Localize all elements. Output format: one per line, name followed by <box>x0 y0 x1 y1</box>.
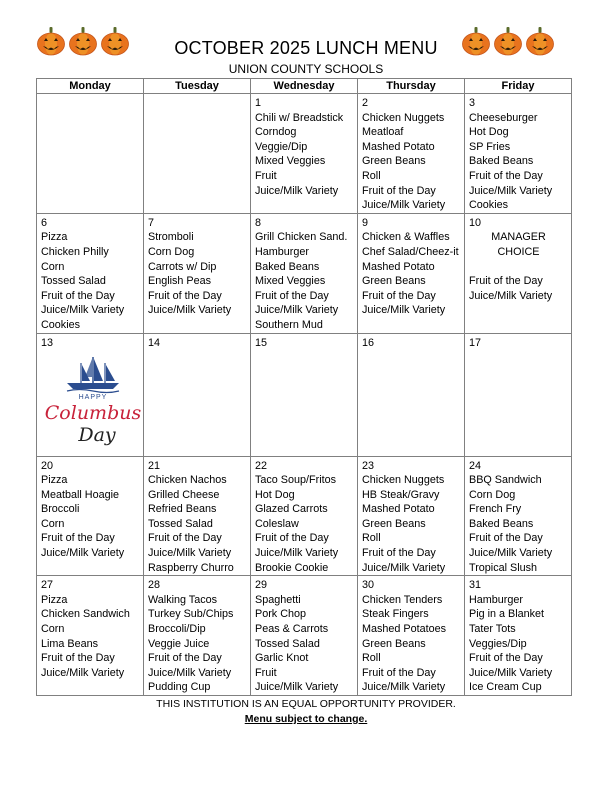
menu-item: Pizza <box>41 474 68 487</box>
menu-item: Chicken Nuggets <box>362 474 445 487</box>
menu-item: Tossed Salad <box>148 517 213 530</box>
menu-item: Chicken Philly <box>41 245 109 258</box>
menu-item: Hamburger <box>469 593 524 606</box>
menu-item: SP Fries <box>469 140 511 153</box>
menu-item: Grill Chicken Sand. <box>255 231 348 244</box>
menu-item: Refried Beans <box>148 503 217 516</box>
menu-item: Hot Dog <box>255 488 295 501</box>
menu-item: Turkey Sub/Chips <box>148 608 234 621</box>
menu-item: Fruit <box>255 169 277 182</box>
day-cell-friday <box>465 456 572 576</box>
day-number: 8 <box>255 216 262 229</box>
week-row <box>37 94 572 214</box>
menu-item: Fruit of the Day <box>148 532 222 545</box>
day-cell-friday <box>465 213 572 333</box>
menu-item: Juice/Milk Variety <box>41 304 125 317</box>
menu-item: Mashed Potato <box>362 260 435 273</box>
menu-item: Raspberry Churro <box>148 561 234 574</box>
day-number: 27 <box>41 579 54 592</box>
menu-item: Fruit of the Day <box>41 532 115 545</box>
menu-item: Steak Fingers <box>362 608 429 621</box>
menu-item: French Fry <box>469 503 522 516</box>
day-number: 14 <box>148 336 161 349</box>
menu-item: Mashed Potato <box>362 140 435 153</box>
day-cell-tuesday <box>144 576 251 696</box>
menu-item: Corn <box>41 623 65 636</box>
menu-item: Pizza <box>41 593 68 606</box>
menu-item: Juice/Milk Variety <box>469 547 553 560</box>
menu-item: Corn <box>41 260 65 273</box>
menu-item: Juice/Milk Variety <box>255 184 339 197</box>
menu-item: Baked Beans <box>469 517 534 530</box>
menu-item: Green Beans <box>362 637 426 650</box>
week-row <box>37 333 572 456</box>
menu-item: Baked Beans <box>469 155 534 168</box>
menu-item: Fruit of the Day <box>255 289 329 302</box>
menu-item: Veggies/Dip <box>469 637 527 650</box>
menu-item: Juice/Milk Variety <box>255 304 339 317</box>
day-cell-thursday <box>358 456 465 576</box>
day-cell-monday <box>37 456 144 576</box>
menu-item: Carrots w/ Dip <box>148 260 217 273</box>
day-cell-thursday <box>358 213 465 333</box>
day-cell-wednesday <box>251 576 358 696</box>
menu-item: Pudding Cup <box>148 681 211 694</box>
menu-item: Veggie Juice <box>148 637 210 650</box>
day-cell-tuesday <box>144 333 251 456</box>
menu-item: Chicken & Waffles <box>362 231 450 244</box>
menu-item: Tossed Salad <box>41 275 106 288</box>
day-cell-monday <box>37 333 144 456</box>
menu-item: Juice/Milk Variety <box>362 199 446 212</box>
menu-item: Grilled Cheese <box>148 488 220 501</box>
menu-item: Fruit of the Day <box>255 532 329 545</box>
day-number: 9 <box>362 216 369 229</box>
menu-item: Juice/Milk Variety <box>255 681 339 694</box>
menu-item: Lima Beans <box>41 637 99 650</box>
menu-item: HB Steak/Gravy <box>362 488 440 501</box>
columbus-text: Columbus <box>45 402 141 425</box>
menu-item: Tossed Salad <box>255 637 320 650</box>
day-number: 24 <box>469 459 482 472</box>
menu-item: Meatball Hoagie <box>41 488 120 501</box>
day-number: 2 <box>362 97 369 109</box>
day-number: 16 <box>362 336 375 349</box>
menu-item: Green Beans <box>362 517 426 530</box>
day-cell-friday <box>465 94 572 214</box>
day-number: 17 <box>469 336 482 349</box>
menu-item: Fruit of the Day <box>362 666 436 679</box>
menu-item: Green Beans <box>362 275 426 288</box>
day-number: 20 <box>41 459 54 472</box>
menu-item: Roll <box>362 169 381 182</box>
menu-item: Juice/Milk Variety <box>148 666 232 679</box>
day-number: 29 <box>255 579 268 592</box>
day-number: 1 <box>255 97 262 109</box>
menu-item: Fruit of the Day <box>469 532 543 545</box>
menu-item: Juice/Milk Variety <box>148 304 232 317</box>
menu-item: Fruit of the Day <box>41 652 115 665</box>
menu-item: Cheeseburger <box>469 111 538 124</box>
menu-item: Juice/Milk Variety <box>41 547 125 560</box>
menu-item: English Peas <box>148 275 212 288</box>
menu-item: Fruit of the Day <box>362 184 436 197</box>
menu-item: Tater Tots <box>469 623 516 636</box>
menu-item: Mixed Veggies <box>255 275 326 288</box>
menu-item: Mashed Potato <box>362 503 435 516</box>
menu-item: Mixed Veggies <box>255 155 326 168</box>
day-cell-tuesday <box>144 213 251 333</box>
menu-item: Fruit of the Day <box>362 289 436 302</box>
menu-item: Fruit of the Day <box>362 547 436 560</box>
menu-item: Broccoli/Dip <box>148 623 206 636</box>
sailboat-icon <box>67 357 119 393</box>
day-header-tuesday: Tuesday <box>144 79 251 94</box>
menu-item: Juice/Milk Variety <box>362 681 446 694</box>
day-cell-wednesday <box>251 213 358 333</box>
menu-item: Broccoli <box>41 503 80 516</box>
menu-item: Chili w/ Breadstick <box>255 111 344 124</box>
day-cell-friday <box>465 333 572 456</box>
manager-choice-label: CHOICE <box>497 245 540 258</box>
happy-text: HAPPY <box>78 394 108 402</box>
manager-choice-label: MANAGER <box>491 231 546 244</box>
menu-item: Chicken Tenders <box>362 593 443 606</box>
menu-item: Roll <box>362 532 381 545</box>
day-number: 28 <box>148 579 161 592</box>
page-subtitle: UNION COUNTY SCHOOLS <box>228 62 384 76</box>
menu-item: Fruit of the Day <box>41 289 115 302</box>
day-cell-monday <box>37 213 144 333</box>
day-number: 3 <box>469 97 476 109</box>
menu-item: Hamburger <box>255 245 310 258</box>
spacer <box>469 260 568 275</box>
menu-item: Cookies <box>41 318 81 331</box>
day-cell-monday <box>37 94 144 214</box>
menu-item: Chicken Nuggets <box>362 111 445 124</box>
menu-item: Chef Salad/Cheez-it <box>362 245 459 258</box>
menu-item: Roll <box>362 652 381 665</box>
menu-item: Chicken Sandwich <box>41 608 130 621</box>
menu-item: Juice/Milk Variety <box>469 184 553 197</box>
week-row <box>37 213 572 333</box>
menu-item: Green Beans <box>362 155 426 168</box>
menu-item: Juice/Milk Variety <box>469 666 553 679</box>
menu-item: Hot Dog <box>469 126 509 139</box>
lunch-menu-table <box>36 78 572 696</box>
day-header-wednesday: Wednesday <box>251 79 358 94</box>
menu-item: Fruit of the Day <box>469 652 543 665</box>
menu-item: Cookies <box>469 199 509 212</box>
menu-item: Coleslaw <box>255 517 299 530</box>
day-number: 21 <box>148 459 161 472</box>
day-number: 22 <box>255 459 268 472</box>
columbus-day-graphic <box>45 353 140 454</box>
menu-item: Mashed Potatoes <box>362 623 447 636</box>
menu-item: Stromboli <box>148 231 194 244</box>
day-cell-thursday <box>358 333 465 456</box>
menu-item: Spaghetti <box>255 593 301 606</box>
day-cell-thursday <box>358 94 465 214</box>
menu-item: Garlic Knot <box>255 652 309 665</box>
menu-item: Juice/Milk Variety <box>148 547 232 560</box>
menu-item: Corndog <box>255 126 297 139</box>
menu-item: Fruit of the Day <box>148 289 222 302</box>
day-cell-wednesday <box>251 333 358 456</box>
page-title: OCTOBER 2025 LUNCH MENU <box>174 38 438 58</box>
menu-item: Corn Dog <box>148 245 195 258</box>
menu-item: Juice/Milk Variety <box>469 289 553 302</box>
day-text: Day <box>78 424 116 447</box>
menu-item: Chicken Nachos <box>148 474 227 487</box>
week-row <box>37 456 572 576</box>
menu-change-notice: Menu subject to change. <box>244 713 368 725</box>
menu-item: Corn Dog <box>469 488 516 501</box>
day-header-monday: Monday <box>37 79 144 94</box>
day-cell-thursday <box>358 576 465 696</box>
menu-item: Baked Beans <box>255 260 320 273</box>
menu-item: BBQ Sandwich <box>469 474 542 487</box>
menu-item: Veggie/Dip <box>255 140 308 153</box>
menu-item: Juice/Milk Variety <box>255 547 339 560</box>
week-row <box>37 576 572 696</box>
menu-item: Tropical Slush <box>469 561 538 574</box>
day-number: 15 <box>255 336 268 349</box>
day-number: 23 <box>362 459 375 472</box>
menu-item: Pizza <box>41 231 68 244</box>
day-number: 7 <box>148 216 155 229</box>
menu-item: Taco Soup/Fritos <box>255 474 337 487</box>
day-number: 10 <box>469 216 482 229</box>
day-cell-tuesday <box>144 94 251 214</box>
menu-item: Ice Cream Cup <box>469 681 542 694</box>
day-cell-tuesday <box>144 456 251 576</box>
menu-item: Juice/Milk Variety <box>362 561 446 574</box>
day-header-friday: Friday <box>465 79 572 94</box>
menu-item: Fruit <box>255 666 277 679</box>
day-cell-monday <box>37 576 144 696</box>
menu-item: Fruit of the Day <box>469 275 543 288</box>
menu-item: Pork Chop <box>255 608 307 621</box>
menu-item: Meatloaf <box>362 126 404 139</box>
day-number: 13 <box>41 336 54 349</box>
menu-item: Juice/Milk Variety <box>362 304 446 317</box>
menu-item: Peas & Carrots <box>255 623 329 636</box>
day-header-row <box>37 79 572 94</box>
menu-item: Corn <box>41 517 65 530</box>
day-number: 6 <box>41 216 48 229</box>
menu-item: Pig in a Blanket <box>469 608 545 621</box>
day-cell-friday <box>465 576 572 696</box>
menu-item: Fruit of the Day <box>148 652 222 665</box>
menu-item: Brookie Cookie <box>255 561 329 574</box>
menu-item: Fruit of the Day <box>469 169 543 182</box>
day-number: 30 <box>362 579 375 592</box>
day-number: 31 <box>469 579 482 592</box>
menu-item: Glazed Carrots <box>255 503 328 516</box>
menu-item: Walking Tacos <box>148 593 218 606</box>
menu-item: Southern Mud <box>255 318 323 331</box>
day-cell-wednesday <box>251 456 358 576</box>
day-cell-wednesday <box>251 94 358 214</box>
day-header-thursday: Thursday <box>358 79 465 94</box>
equal-opportunity-notice: THIS INSTITUTION IS AN EQUAL OPPORTUNITY PROVIDER. <box>156 698 456 710</box>
menu-item: Juice/Milk Variety <box>41 666 125 679</box>
